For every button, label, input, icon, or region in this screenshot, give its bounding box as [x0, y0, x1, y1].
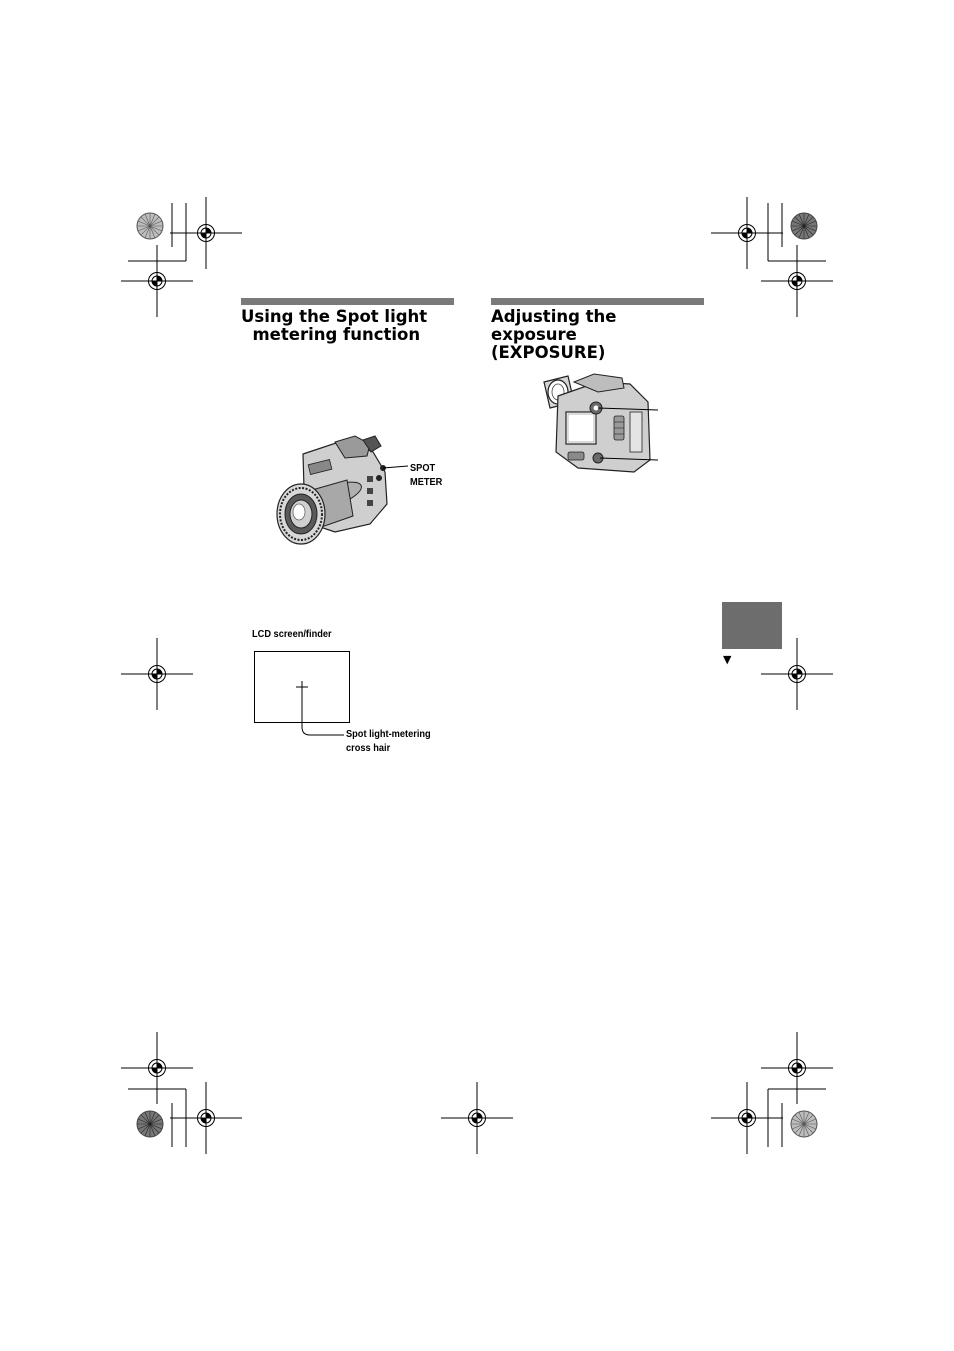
section-rule-left [241, 298, 454, 305]
camera-back-illustration [538, 372, 663, 482]
callout-spot-meter-line1: SPOT [410, 462, 436, 474]
registration-mark-icon [170, 197, 242, 269]
lcd-screen-label: LCD screen/finder [252, 628, 332, 640]
registration-mark-icon [761, 1032, 833, 1104]
color-wheel-icon [791, 213, 817, 239]
section-rule-right [491, 298, 704, 305]
callout-spot-meter-line2: METER [410, 476, 443, 488]
crosshair-callout [346, 727, 431, 755]
crosshair-callout-line2: cross hair [346, 742, 391, 754]
title-line-3: (EXPOSURE) [491, 343, 606, 362]
callout-spot-meter [410, 461, 442, 489]
registration-mark-icon [170, 1082, 242, 1154]
title-line-2: exposure [491, 325, 577, 344]
registration-mark-icon [711, 1082, 783, 1154]
crosshair-leader-line [302, 687, 344, 735]
registration-mark-icon [121, 1032, 193, 1104]
title-line-2: metering function [241, 325, 421, 344]
registration-mark-icon [711, 197, 783, 269]
section-title-exposure [491, 308, 616, 362]
chapter-tab [722, 602, 782, 649]
crosshair-callout-line1: Spot light-metering [346, 728, 431, 740]
registration-mark-icon [441, 1082, 513, 1154]
color-wheel-icon [137, 213, 163, 239]
title-line-1: Using the Spot light [241, 307, 428, 326]
color-wheel-icon [137, 1111, 163, 1137]
registration-mark-icon [761, 245, 833, 317]
color-wheel-icon [791, 1111, 817, 1137]
title-line-1: Adjusting the [491, 307, 617, 326]
camera-front-illustration [275, 432, 405, 552]
registration-mark-icon [121, 245, 193, 317]
continue-arrow-icon: ▼ [723, 653, 732, 666]
section-title-spot-metering [241, 308, 427, 344]
registration-mark-icon [121, 638, 193, 710]
